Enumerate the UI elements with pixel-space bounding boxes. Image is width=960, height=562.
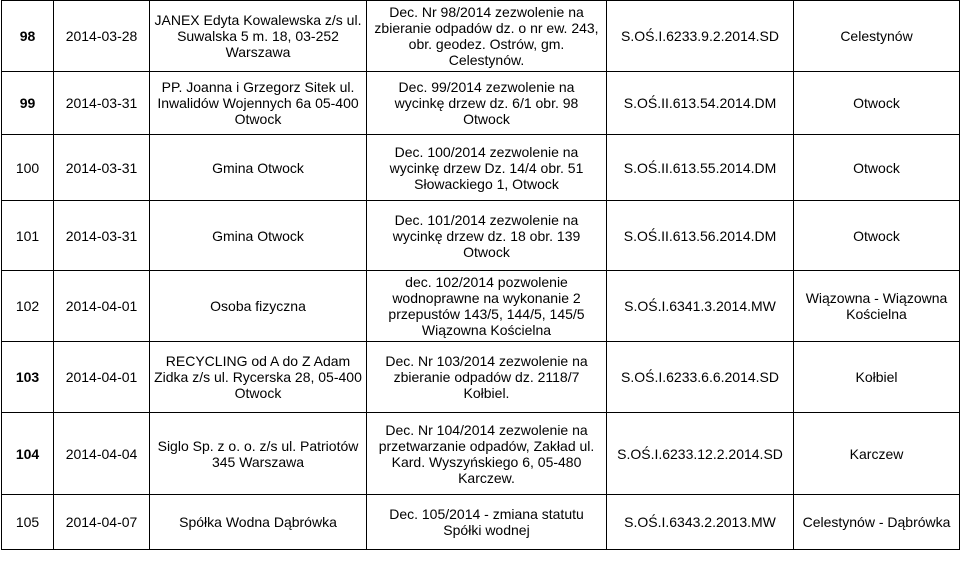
table-row [2,201,960,271]
entry-number: 102 [2,271,54,342]
cell-line: Dec. Nr 98/2014 zezwolenie na [389,4,584,20]
entry-number: 100 [2,135,54,201]
entry-date: 2014-03-31 [54,135,150,201]
table-row [2,1,960,72]
cell-line: Inwalidów Wojennych 6a 05-400 [157,95,359,111]
entry-date: 2014-04-01 [54,271,150,342]
location-cell [794,271,960,342]
cell-line: przepustów 143/5, 144/5, 145/5 [388,306,585,322]
cell-line: Otwock [463,243,510,260]
cell-line: Otwock [853,95,900,111]
cell-line: przetwarzanie odpadów, Zakład ul. [378,437,595,454]
applicant-cell [150,135,367,201]
applicant-cell [150,271,367,342]
cell-line: PP. Joanna i Grzegorz Sitek ul. [161,79,355,95]
cell-line: Dec. 99/2014 zezwolenie na [398,79,575,95]
cell-line: Spółka Wodna Dąbrówka [179,514,337,530]
decision-description-cell [367,135,607,201]
cell-line: Celestynów - Dąbrówka [802,514,951,530]
case-reference: S.OŚ.I.6233.12.2.2014.SD [607,413,794,495]
entry-date: 2014-03-31 [54,201,150,271]
cell-line: Celestynów. [448,52,525,68]
cell-line: Suwalska 5 m. 18, 03-252 [177,28,339,44]
case-reference: S.OŚ.II.613.55.2014.DM [607,135,794,201]
cell-line: Gmina Otwock [212,159,304,176]
location-cell [794,1,960,72]
cell-line: wodnoprawne na wykonanie 2 [392,290,581,306]
cell-line: zbieranie odpadów dz. o nr ew. 243, [374,20,599,36]
cell-line: Dec. 105/2014 - zmiana statutu [389,506,584,522]
cell-line: Osoba fizyczna [210,298,306,314]
cell-line: Zidka z/s ul. Rycerska 28, 05-400 [154,369,362,385]
decisions-register-table [1,0,960,550]
table-row [2,342,960,413]
table-row [2,271,960,342]
entry-date: 2014-04-04 [54,413,150,495]
cell-line: RECYCLING od A do Z Adam [165,353,351,369]
case-reference: S.OŚ.II.613.56.2014.DM [607,201,794,271]
cell-line: Otwock [853,159,900,176]
cell-line: Karczew [849,445,904,462]
location-cell [794,342,960,413]
case-reference: S.OŚ.I.6233.6.6.2014.SD [607,342,794,413]
entry-number: 104 [2,413,54,495]
location-cell [794,72,960,135]
entry-date: 2014-03-28 [54,1,150,72]
cell-line: Otwock [853,227,900,244]
cell-line: Otwock [463,111,510,127]
applicant-cell [150,413,367,495]
cell-line: Karczew. [458,469,515,486]
location-cell [794,495,960,550]
table-row [2,413,960,495]
table-row [2,495,960,550]
applicant-cell [150,201,367,271]
cell-line: wycinkę drzew dz. 18 obr. 139 [392,227,581,244]
location-cell [794,201,960,271]
entry-date: 2014-04-01 [54,342,150,413]
cell-line: obr. geodez. Ostrów, gm. [408,36,565,52]
entry-number: 99 [2,72,54,135]
cell-line: Dec. Nr 104/2014 zezwolenie na [385,421,588,438]
cell-line: JANEX Edyta Kowalewska z/s ul. [154,12,362,28]
cell-line: Dec. Nr 103/2014 zezwolenie na [385,353,588,369]
cell-line: Kołbiel. [463,385,510,401]
entry-date: 2014-04-07 [54,495,150,550]
cell-line: Kołbiel [855,369,898,385]
cell-line: Otwock [234,111,282,127]
cell-line: Wiązowna Kościelna [421,322,552,338]
entry-number: 101 [2,201,54,271]
cell-line: wycinkę drzew dz. 6/1 obr. 98 [394,95,579,111]
decision-description-cell [367,201,607,271]
entry-date: 2014-03-31 [54,72,150,135]
cell-line: Kościelna [846,306,907,322]
table-row [2,135,960,201]
cell-line: dec. 102/2014 pozwolenie [405,274,568,290]
applicant-cell [150,495,367,550]
applicant-cell [150,1,367,72]
decision-description-cell [367,1,607,72]
decision-description-cell [367,271,607,342]
cell-line: wycinkę drzew Dz. 14/4 obr. 51 [389,159,584,176]
case-reference: S.OŚ.I.6341.3.2014.MW [607,271,794,342]
cell-line: Dec. 101/2014 zezwolenie na [394,211,579,228]
table-row [2,72,960,135]
decision-description-cell [367,72,607,135]
case-reference: S.OŚ.I.6343.2.2013.MW [607,495,794,550]
cell-line: zbieranie odpadów dz. 2118/7 [393,369,580,385]
cell-line: Wiązowna - Wiązowna [805,290,948,306]
cell-line: Warszawa [225,44,291,60]
decision-description-cell [367,413,607,495]
entry-number: 105 [2,495,54,550]
cell-line: Słowackiego 1, Otwock [414,175,559,192]
location-cell [794,413,960,495]
decision-description-cell [367,342,607,413]
cell-line: Siglo Sp. z o. o. z/s ul. Patriotów [157,437,359,454]
location-cell [794,135,960,201]
decision-description-cell [367,495,607,550]
entry-number: 98 [2,1,54,72]
entry-number: 103 [2,342,54,413]
case-reference: S.OŚ.I.6233.9.2.2014.SD [607,1,794,72]
cell-line: Gmina Otwock [212,227,304,244]
cell-line: Kard. Wyszyńskiego 6, 05-480 [391,453,582,470]
cell-line: Celestynów [840,28,913,44]
table-body [2,1,960,550]
cell-line: 345 Warszawa [211,453,305,470]
cell-line: Otwock [234,385,282,401]
cell-line: Spółki wodnej [443,522,530,538]
applicant-cell [150,72,367,135]
case-reference: S.OŚ.II.613.54.2014.DM [607,72,794,135]
cell-line: Dec. 100/2014 zezwolenie na [394,143,579,160]
applicant-cell [150,342,367,413]
